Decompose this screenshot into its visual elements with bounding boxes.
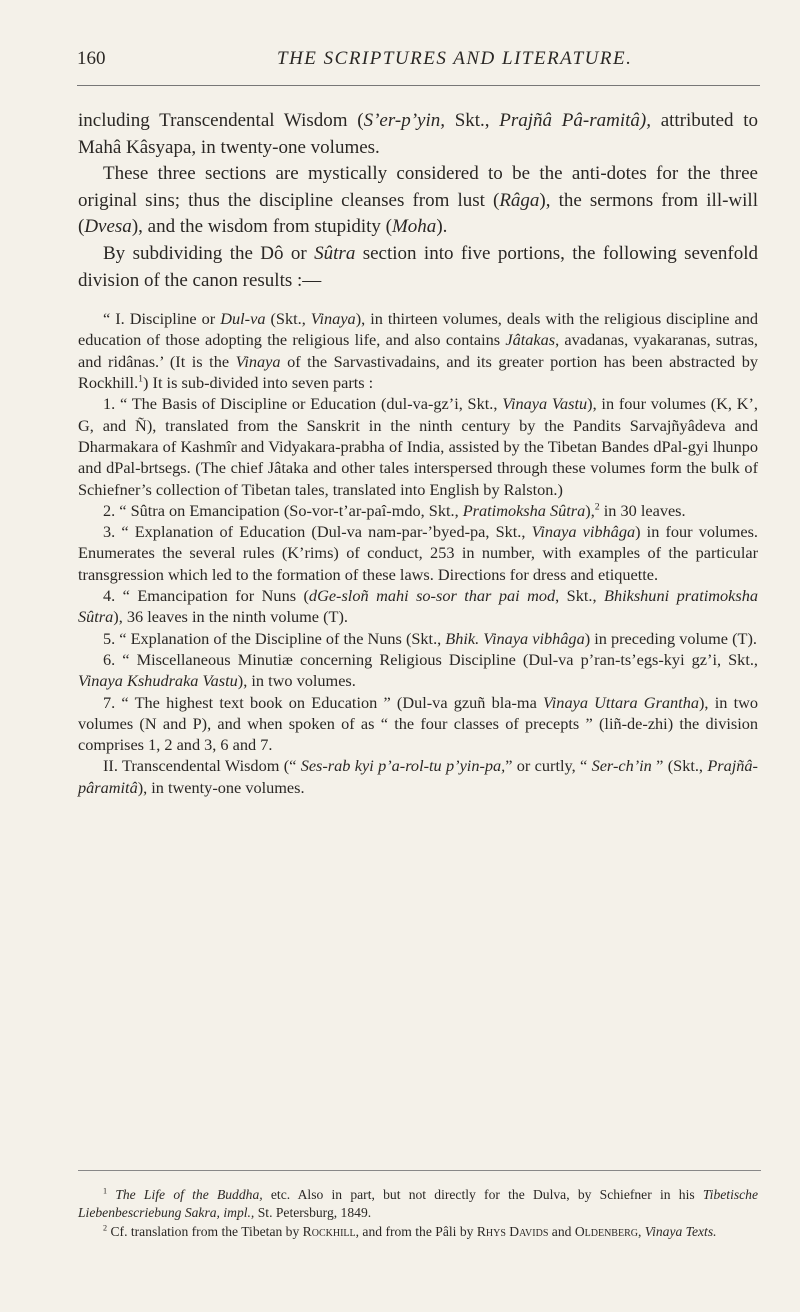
section-ii-wisdom: II. Transcendental Wisdom (“ Ses-rab kyi p’a-rol-tu p’yin-pa,” or curtly, “ Ser-ch’in ” (Skt., Prajñâ-pâramitâ), in twenty-one volumes. — [78, 756, 758, 797]
footnote-2: $^2$ Cf. translation from the Tibetan by Rockhill, and from the Pâli by Rhys Davids and Oldenberg, Vinaya Texts. — [103, 1223, 717, 1239]
running-title: THE SCRIPTURES AND LITERATURE. — [277, 48, 633, 69]
paragraph-continuation: including Transcendental Wisdom (S’er-p’yin, Skt., Prajñâ Pâ-ramitâ), attributed to Mahâ Kâsyapa, in twenty-one volumes. — [78, 110, 758, 158]
quote-discipline: “ I. Discipline or Dul-va (Skt., Vinaya), in thirteen volumes, deals with the religious discipline and education of those adopting the religious life, and also contains Jâtakas, avadanas, vyakaranas, sutras, and ridânas.’ (It is the Vinaya of the Sarvastivadains, and its greater portion has been abstracted by Rockhill.$^1$) It is sub-divided into seven parts : — [78, 309, 758, 393]
footnote-ref-1: 1 — [138, 373, 144, 385]
paragraph-three-sins: These three sections are mystically considered to be the anti-dotes for the three original sins; thus the discipline cleanses from lust (Râga), the sermons from ill-will (Dvesa), and the wisdom from stupidity (Moha). — [78, 163, 758, 238]
list-item-6: 6. “ Miscellaneous Minutiæ concerning Religious Discipline (Dul-va p’ran-ts’egs-kyi gz’i, Skt., Vinaya Kshudraka Vastu), in two volumes. — [78, 649, 758, 691]
list-item-2: 2. “ Sûtra on Emancipation (So-vor-t’ar-paî-mdo, Skt., Pratimoksha Sûtra),$^2$ in 30 leaves. — [103, 500, 686, 520]
footnote-ref-2: 2 — [594, 501, 600, 513]
footnotes — [78, 1186, 758, 1241]
page-number: 160 — [77, 48, 106, 69]
footnote-number: 2 — [103, 1223, 108, 1233]
footnote-number: 1 — [103, 1186, 108, 1196]
list-item-3: 3. “ Explanation of Education (Dul-va nam-par-’byed-pa, Skt., Vinaya vibhâga) in four volumes. Enumerates the several rules (K’rims) of conduct, 253 in number, with examples of the particular transgression which led to the formation of these laws. Directions for dress and etiquette. — [78, 522, 758, 584]
list-item-7: 7. “ The highest text book on Education ” (Dul-va gzuñ bla-ma Vinaya Uttara Grantha), in two volumes (N and P), and when spoken of as “ the four classes of precepts ” (liñ-de-zhi) the division comprises 1, 2 and 3, 6 and 7. — [78, 692, 759, 755]
footnote-1: $^1$ The Life of the Buddha, etc. Also in part, but not directly for the Dulva, by Schiefner in his Tibetische Liebenbescriebung Sakra, impl., St. Petersburg, 1849. — [78, 1186, 758, 1221]
paragraph-sevenfold: By subdividing the Dô or Sûtra section into five portions, the following sevenfold division of the canon results :— — [78, 242, 758, 291]
header-rule — [77, 85, 760, 86]
main-text — [78, 108, 758, 798]
footnote-rule — [78, 1170, 761, 1171]
list-item-4: 4. “ Emancipation for Nuns (dGe-sloñ mahi so-sor thar pai mod, Skt., Bhikshuni pratimoksha Sûtra), 36 leaves in the ninth volume (T). — [78, 586, 758, 627]
list-item-1: 1. “ The Basis of Discipline or Education (dul-va-gz’i, Skt., Vinaya Vastu), in four volumes (K, K’, G, and Ñ), translated from the Sanskrit in the ninth century by the Pandits Sarvajñyâdeva and Dharmakara of Kashmîr and Vidyakara-prabha of India, assisted by the Tibetan Bandes dPal-gyi lhunpo and dPal-brtsegs. (The chief Jâtaka and other tales interspersed through these volumes form the bulk of Schiefner’s collection of Tibetan tales, translated into English by Ralston.) — [78, 394, 758, 499]
running-header — [77, 48, 777, 78]
list-item-5: 5. “ Explanation of the Discipline of the Nuns (Skt., Bhik. Vinaya vibhâga) in preceding volume (T). — [103, 628, 757, 648]
